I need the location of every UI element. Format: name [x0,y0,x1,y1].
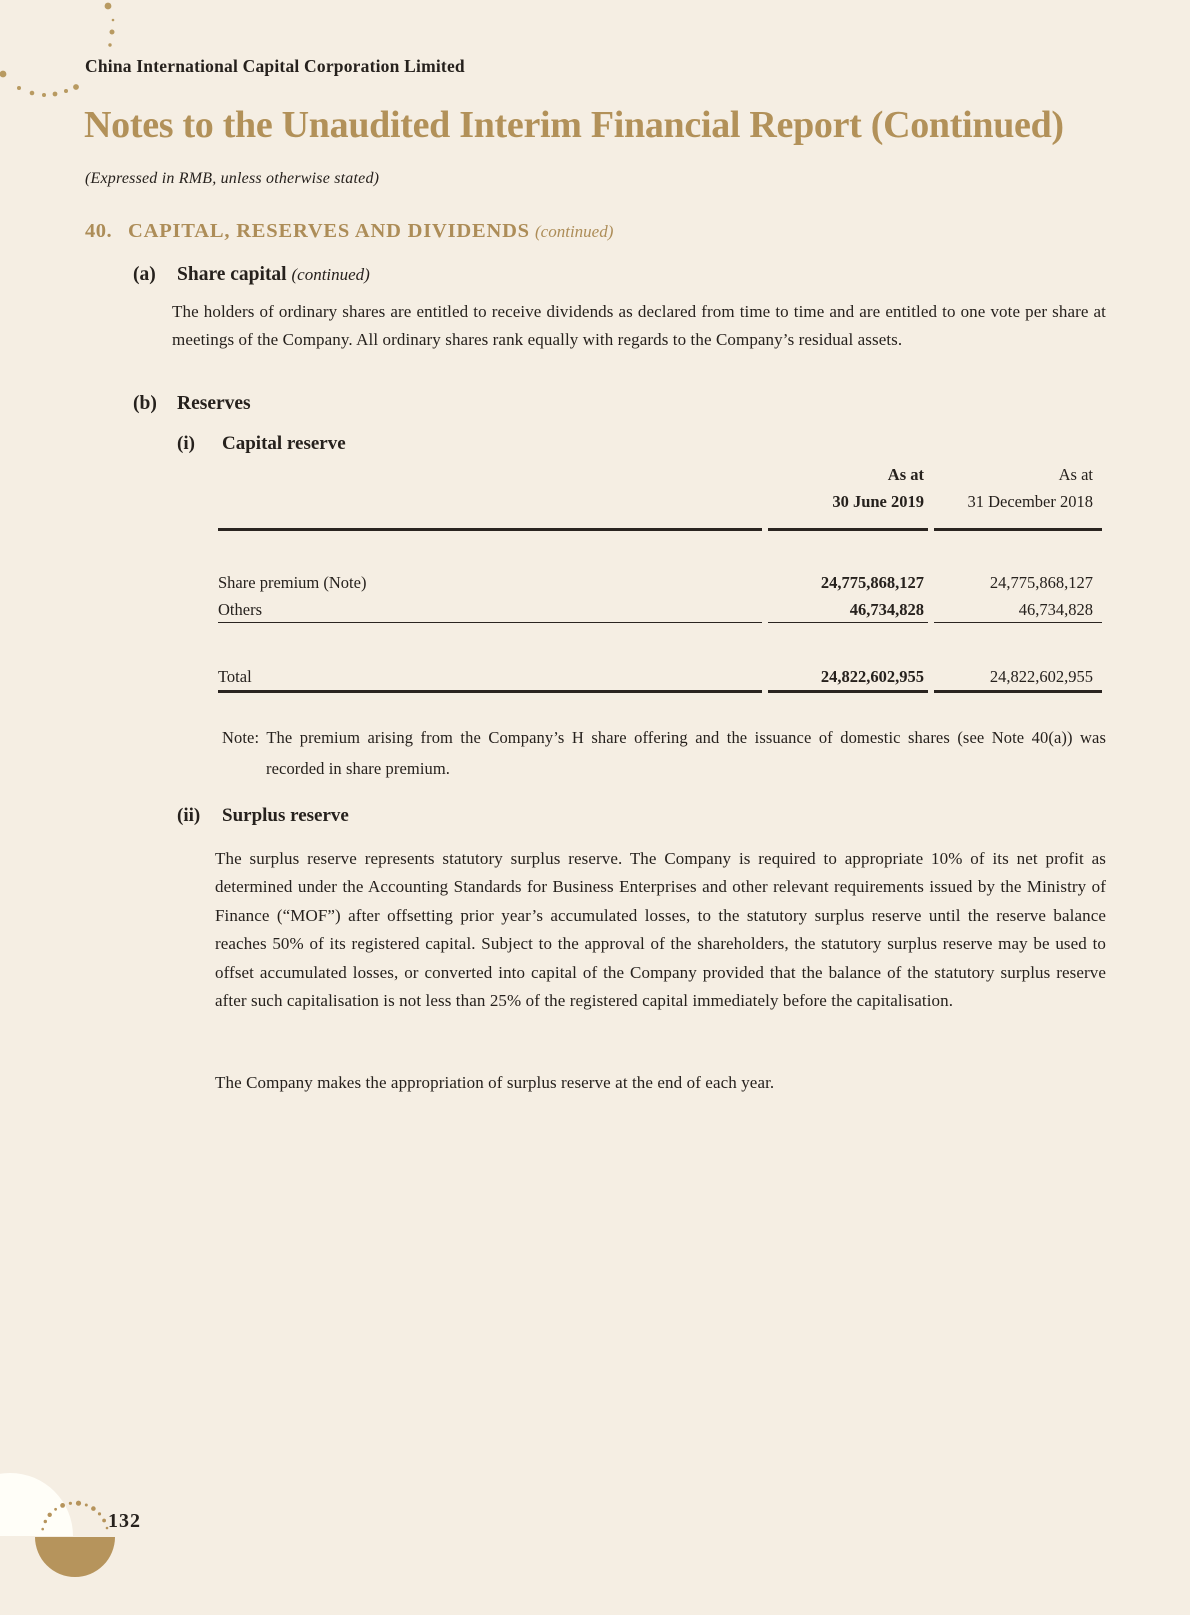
surplus-reserve-paragraph: The surplus reserve represents statutory surplus reserve. The Company is required to appropriate 10% of its net profit as determined under the Accounting Standards for Business Enterprises and other relevant requirements issued by the Ministry of Finance (“MOF”) after offsetting prior year’s accumulated losses, to the statutory surplus reserve until the reserve balance reaches 50% of its registered capital. Subject to the approval of the shareholders, the statutory surplus reserve may be used to offset accumulated losses, or converted into capital of the Company provided that the balance of the statutory surplus reserve after such capitalisation is not less than 25% of the registered capital immediately before the capitalisation. [215,849,1106,1011]
page-number: 132 [108,1510,141,1532]
company-name: China International Capital Corporation Limited [85,56,465,76]
section-number: 40. [85,220,113,242]
table-header-row [218,455,1102,531]
footer-decoration [0,1460,220,1615]
subsection-marker: (b) [133,393,157,414]
note-text: The premium arising from the Company’s H share offering and the issuance of domestic shares (see Note 40(a)) was recorded in share premium. [266,728,1106,778]
total-label: Total [218,663,762,693]
table-row [218,569,1102,597]
note-label: Note: [222,728,260,747]
item-marker: (ii) [177,805,201,826]
item-title: Capital reserve [222,433,346,454]
table-spacer-row [218,623,1102,663]
table-spacer-row [218,531,1102,569]
section-title: CAPITAL, RESERVES AND DIVIDENDS [128,220,530,242]
page-title: Notes to the Unaudited Interim Financial Report (Continued) [84,104,1064,146]
table-total-row [218,663,1102,693]
row-label: Share premium (Note) [218,573,367,592]
subsection-share-capital-heading [133,264,370,286]
footer-gold-semicircle [35,1537,115,1577]
total-2019: 24,822,602,955 [768,663,928,693]
subsection-marker: (a) [133,264,156,285]
item-title: Surplus reserve [222,805,349,826]
section-heading [85,220,613,243]
item-marker: (i) [177,433,195,454]
table-header-2018: As at 31 December 2018 [934,455,1102,531]
section-continued: (continued) [535,222,614,241]
subsection-title: Reserves [177,393,251,414]
value-2018: 46,734,828 [934,597,1102,623]
subsection-reserves-heading [133,393,251,415]
value-2018: 24,775,868,127 [989,573,1093,592]
row-label: Others [218,597,762,623]
table-note [222,723,1106,784]
value-2019: 24,775,868,127 [820,573,924,592]
footer-white-halfcircle [0,1473,73,1536]
capital-reserve-heading [177,433,346,455]
header-dots-decoration [0,0,130,100]
table-header-empty [218,455,762,531]
capital-reserve-table-container [212,455,1108,693]
currency-note: (Expressed in RMB, unless otherwise stated) [85,170,380,187]
subsection-continued: (continued) [291,265,370,284]
capital-reserve-table [212,455,1108,693]
share-capital-paragraph: The holders of ordinary shares are entitled to receive dividends as declared from time to time and are entitled to one vote per share at meetings of the Company. All ordinary shares rank equally with regards to the Company’s residual assets. [172,302,1106,350]
footer-dotted-arc [41,1501,108,1531]
value-2019: 46,734,828 [768,597,928,623]
subsection-title: Share capital [177,264,287,285]
table-header-2019: As at 30 June 2019 [768,455,928,531]
table-row [218,597,1102,623]
surplus-reserve-heading [177,805,349,827]
surplus-reserve-paragraph-2: The Company makes the appropriation of surplus reserve at the end of each year. [215,1073,775,1092]
total-2018: 24,822,602,955 [934,663,1102,693]
